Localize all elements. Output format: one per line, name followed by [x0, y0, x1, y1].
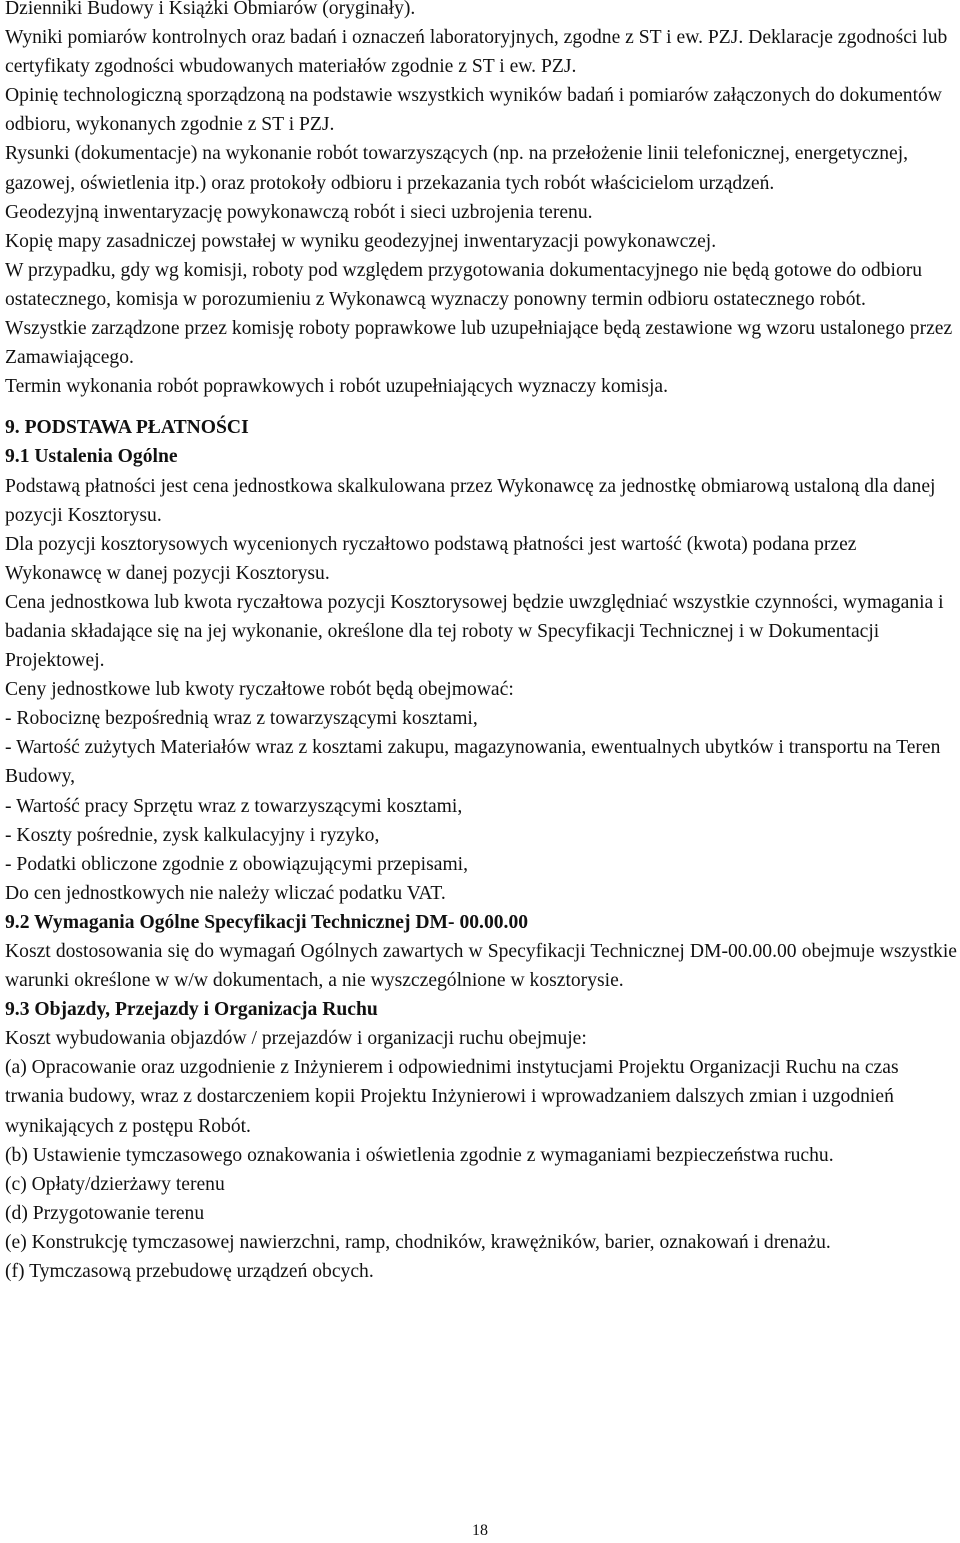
section-heading: 9. PODSTAWA PŁATNOŚCI: [5, 417, 249, 439]
paragraph: Kopię mapy zasadniczej powstałej w wyniku geodezyjnej inwentaryzacji powykonawczej.: [5, 230, 717, 252]
paragraph: Koszt dostosowania się do wymagań Ogólnych zawartych w Specyfikacji Technicznej DM-00.00.00 obejmuje wszystkie warunki określone w w/w dokumentach, a nie wyszczególnione w kosztorysie.: [5, 941, 957, 992]
list-item: (e) Konstrukcję tymczasowej nawierzchni, ramp, chodników, krawężników, barier, oznakowań i drenażu.: [5, 1231, 831, 1253]
paragraph: Termin wykonania robót poprawkowych i robót uzupełniających wyznaczy komisja.: [5, 376, 668, 398]
subsection-heading: 9.1 Ustalenia Ogólne: [5, 446, 178, 468]
paragraph: Dzienniki Budowy i Książki Obmiarów (oryginały).: [5, 0, 416, 19]
paragraph: Wszystkie zarządzone przez komisję roboty poprawkowe lub uzupełniające będą zestawione wg wzoru ustalonego przez Zamawiającego.: [5, 318, 953, 369]
list-item: - Podatki obliczone zgodnie z obowiązującymi przepisami,: [5, 853, 469, 875]
list-item: (d) Przygotowanie terenu: [5, 1202, 205, 1224]
subsection-heading: 9.3 Objazdy, Przejazdy i Organizacja Ruchu: [5, 999, 378, 1021]
list-item: - Robociznę bezpośrednią wraz z towarzyszącymi kosztami,: [5, 708, 478, 730]
subsection-heading: 9.2 Wymagania Ogólne Specyfikacji Technicznej DM- 00.00.00: [5, 911, 529, 933]
document-page: [5, 0, 957, 1286]
page-number: 18: [472, 1522, 488, 1539]
paragraph: Koszt wybudowania objazdów / przejazdów i organizacji ruchu obejmuje:: [5, 1028, 587, 1050]
list-item: (c) Opłaty/dzierżawy terenu: [5, 1173, 225, 1195]
paragraph: Rysunki (dokumentacje) na wykonanie robót towarzyszących (np. na przełożenie linii telefonicznej, energetycznej, gazowej, oświetlenia itp.) oraz protokoły odbioru i przekazania tych robót właścicielom urządzeń.: [5, 143, 909, 194]
list-item: - Wartość pracy Sprzętu wraz z towarzyszącymi kosztami,: [5, 795, 463, 817]
list-item: (a) Opracowanie oraz uzgodnienie z Inżynierem i odpowiednimi instytucjami Projektu Organizacji Ruchu na czas trwania budowy, wraz z dostarczeniem kopii Projektu Inżynierowi i wprowadzaniem dalszych zmian i uzgodnień wynikających z postępu Robót.: [5, 1057, 899, 1137]
paragraph: Opinię technologiczną sporządzoną na podstawie wszystkich wyników badań i pomiarów załączonych do dokumentów odbioru, wykonanych zgodnie z ST i PZJ.: [5, 85, 942, 136]
paragraph: Podstawą płatności jest cena jednostkowa skalkulowana przez Wykonawcę za jednostkę obmiarową ustaloną dla danej pozycji Kosztorysu.: [5, 475, 936, 526]
paragraph: Geodezyjną inwentaryzację powykonawczą robót i sieci uzbrojenia terenu.: [5, 201, 593, 223]
paragraph: Wyniki pomiarów kontrolnych oraz badań i oznaczeń laboratoryjnych, zgodne z ST i ew. PZJ. Deklaracje zgodności lub certyfikaty zgodności wbudowanych materiałów zgodnie z ST i ew. PZJ.: [5, 27, 948, 78]
paragraph: Cena jednostkowa lub kwota ryczałtowa pozycji Kosztorysowej będzie uwzględniać wszystkie czynności, wymagania i badania składające się na jej wykonanie, określone dla tej roboty w Specyfikacji Technicznej i w Dokumentacji Projektowej.: [5, 591, 944, 672]
paragraph: Ceny jednostkowe lub kwoty ryczałtowe robót będą obejmować:: [5, 679, 514, 701]
list-item: - Koszty pośrednie, zysk kalkulacyjny i ryzyko,: [5, 824, 380, 846]
list-item: (b) Ustawienie tymczasowego oznakowania i oświetlenia zgodnie z wymaganiami bezpieczeństwa ruchu.: [5, 1144, 834, 1166]
paragraph: Do cen jednostkowych nie należy wliczać podatku VAT.: [5, 882, 446, 904]
paragraph: Dla pozycji kosztorysowych wycenionych ryczałtowo podstawą płatności jest wartość (kwota) podana przez Wykonawcę w danej pozycji Kosztorysu.: [5, 533, 857, 584]
list-item: - Wartość zużytych Materiałów wraz z kosztami zakupu, magazynowania, ewentualnych ubytków i transportu na Teren Budowy,: [5, 737, 941, 788]
paragraph: W przypadku, gdy wg komisji, roboty pod względem przygotowania dokumentacyjnego nie będą gotowe do odbioru ostatecznego, komisja w porozumieniu z Wykonawcą wyznaczy ponowny termin odbioru ostatecznego robót.: [5, 259, 923, 310]
list-item: (f) Tymczasową przebudowę urządzeń obcych.: [5, 1261, 374, 1283]
